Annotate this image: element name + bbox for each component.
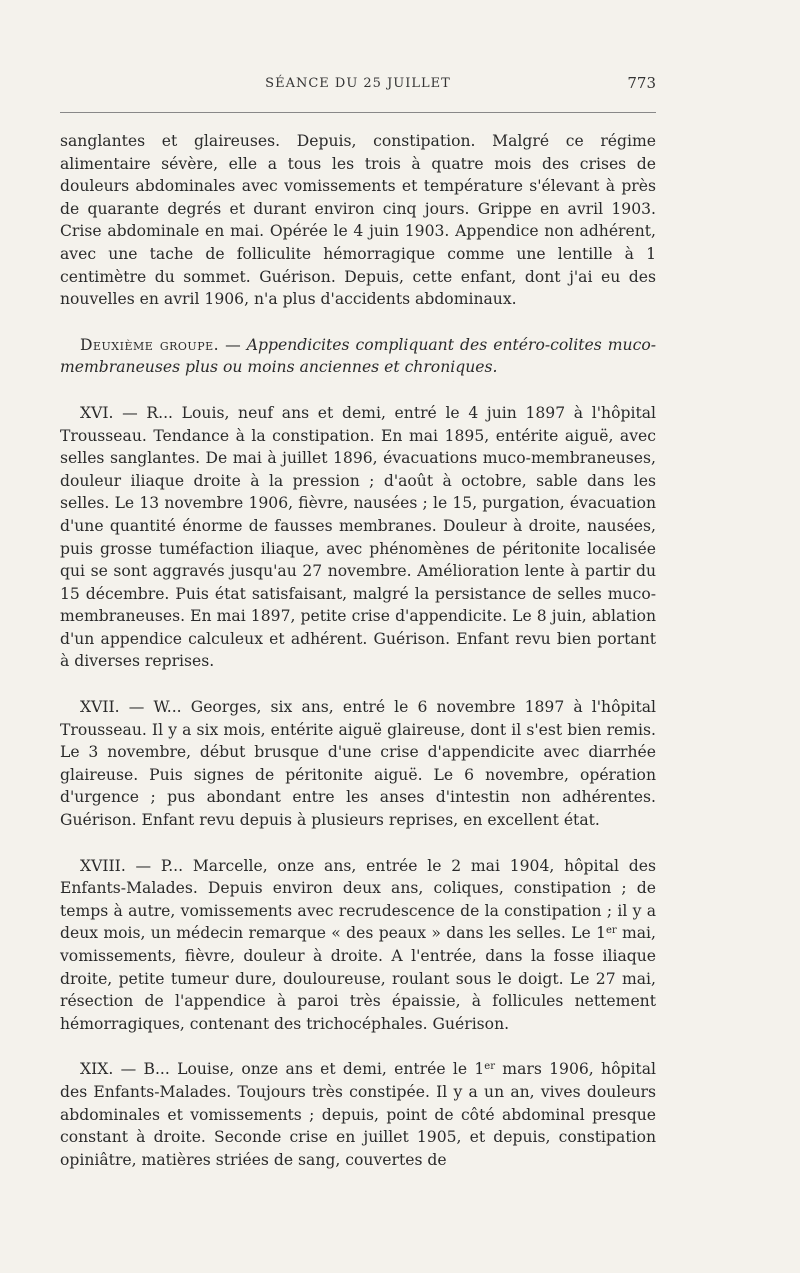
case-paragraph-xvii: XVII. — W... Georges, six ans, entré le 6 novembre 1897 à l'hôpital Trousseau. Il y a six mois, entérite aiguë glaireuse, dont il s'est bien remis. Le 3 novembre, début brusque d'une crise d'appendicite avec diarrhée glaireuse. Puis signes de péritonite aiguë. Le 6 novembre, opération d'urgence ; pus abondant entre les anses d'intestin non adhérentes. Guérison. Enfant revu depuis à plusieurs reprises, en excellent état. xyxy=(60,698,656,830)
page-number: 773 xyxy=(627,74,656,92)
section-heading xyxy=(60,334,656,379)
case-xix-text-a: XIX. — B... Louise, onze ans et demi, entrée le 1 xyxy=(80,1060,485,1079)
page-header xyxy=(60,76,656,100)
running-head: SÉANCE DU 25 JUILLET xyxy=(265,76,451,91)
case-paragraph-xvi: XVI. — R... Louis, neuf ans et demi, entré le 4 juin 1897 à l'hôpital Trousseau. Tendance à la constipation. En mai 1895, entérite aiguë, avec selles sanglantes. De mai à juillet 1896, évacuations muco-membraneuses, douleur iliaque droite à la pression ; d'août à octobre, sable dans les selles. Le 13 novembre 1906, fièvre, nausées ; le 15, purgation, évacuation d'une quantité énorme de fausses membranes. Douleur à droite, nausées, puis grosse tuméfaction iliaque, avec phénomènes de péritonite localisée qui se sont aggravés jusqu'au 27 novembre. Amélioration lente à partir du 15 décembre. Puis état satisfaisant, malgré la persistance de selles muco-membraneuses. En mai 1897, petite crise d'appendicite. Le 8 juin, ablation d'un appendice calculeux et adhérent. Guérison. Enfant revu bien portant à diverses reprises. xyxy=(60,403,656,671)
case-xviii-text-b: mai, vomissements, fièvre, douleur à droite. A l'entrée, dans la fosse iliaque droite, petite tumeur dure, douloureuse, roulant sous le doigt. Le 27 mai, résection de l'appendice à paroi très épaissie, à follicules nettement hémorragiques, contenant des trichocéphales. Guérison. xyxy=(60,924,656,1033)
case-xix-text-b: mars 1906, hôpital des Enfants-Malades. Toujours très constipée. Il y a un an, vives douleurs abdominales et vomissements ; depuis, point de côté abdominal presque constant à droite. Seconde crise en juillet 1905, et depuis, constipation opiniâtre, matières striées de sang, couvertes de xyxy=(60,1060,656,1169)
case-paragraph-xviii xyxy=(60,855,656,1036)
case-xviii-text-a: XVIII. — P... Marcelle, onze ans, entrée le 2 mai 1904, hôpital des Enfants-Malades. Depuis environ deux ans, coliques, constipation ; de temps à autre, vomissements avec recrudescence de la constipation ; il y a deux mois, un médecin remarque « des peaux » dans les selles. Le 1 xyxy=(60,856,656,943)
case-paragraph-xix xyxy=(60,1058,656,1171)
intro-paragraph: sanglantes et glaireuses. Depuis, constipation. Malgré ce régime alimentaire sévère, elle a tous les trois à quatre mois des crises de douleurs abdominales avec vomissements et température s'élevant à près de quarante degrés et durant environ cinq jours. Grippe en avril 1903. Crise abdominale en mai. Opérée le 4 juin 1903. Appendice non adhérent, avec une tache de folliculite hémorragique comme une lentille à 1 centimètre du sommet. Guérison. Depuis, cette enfant, dont j'ai eu des nouvelles en avril 1906, n'a plus d'accidents abdominaux. xyxy=(60,132,656,309)
case-xix-superscript: er xyxy=(484,1061,495,1073)
group-label: Deuxième groupe. xyxy=(80,335,220,354)
body-text xyxy=(60,130,656,1171)
group-title: Appendicites compliquant des entéro-colites muco-membraneuses plus ou moins anciennes et chroniques. xyxy=(60,335,656,377)
case-xviii-superscript: er xyxy=(605,925,617,937)
group-dash: — xyxy=(219,335,247,354)
header-rule xyxy=(60,112,656,113)
